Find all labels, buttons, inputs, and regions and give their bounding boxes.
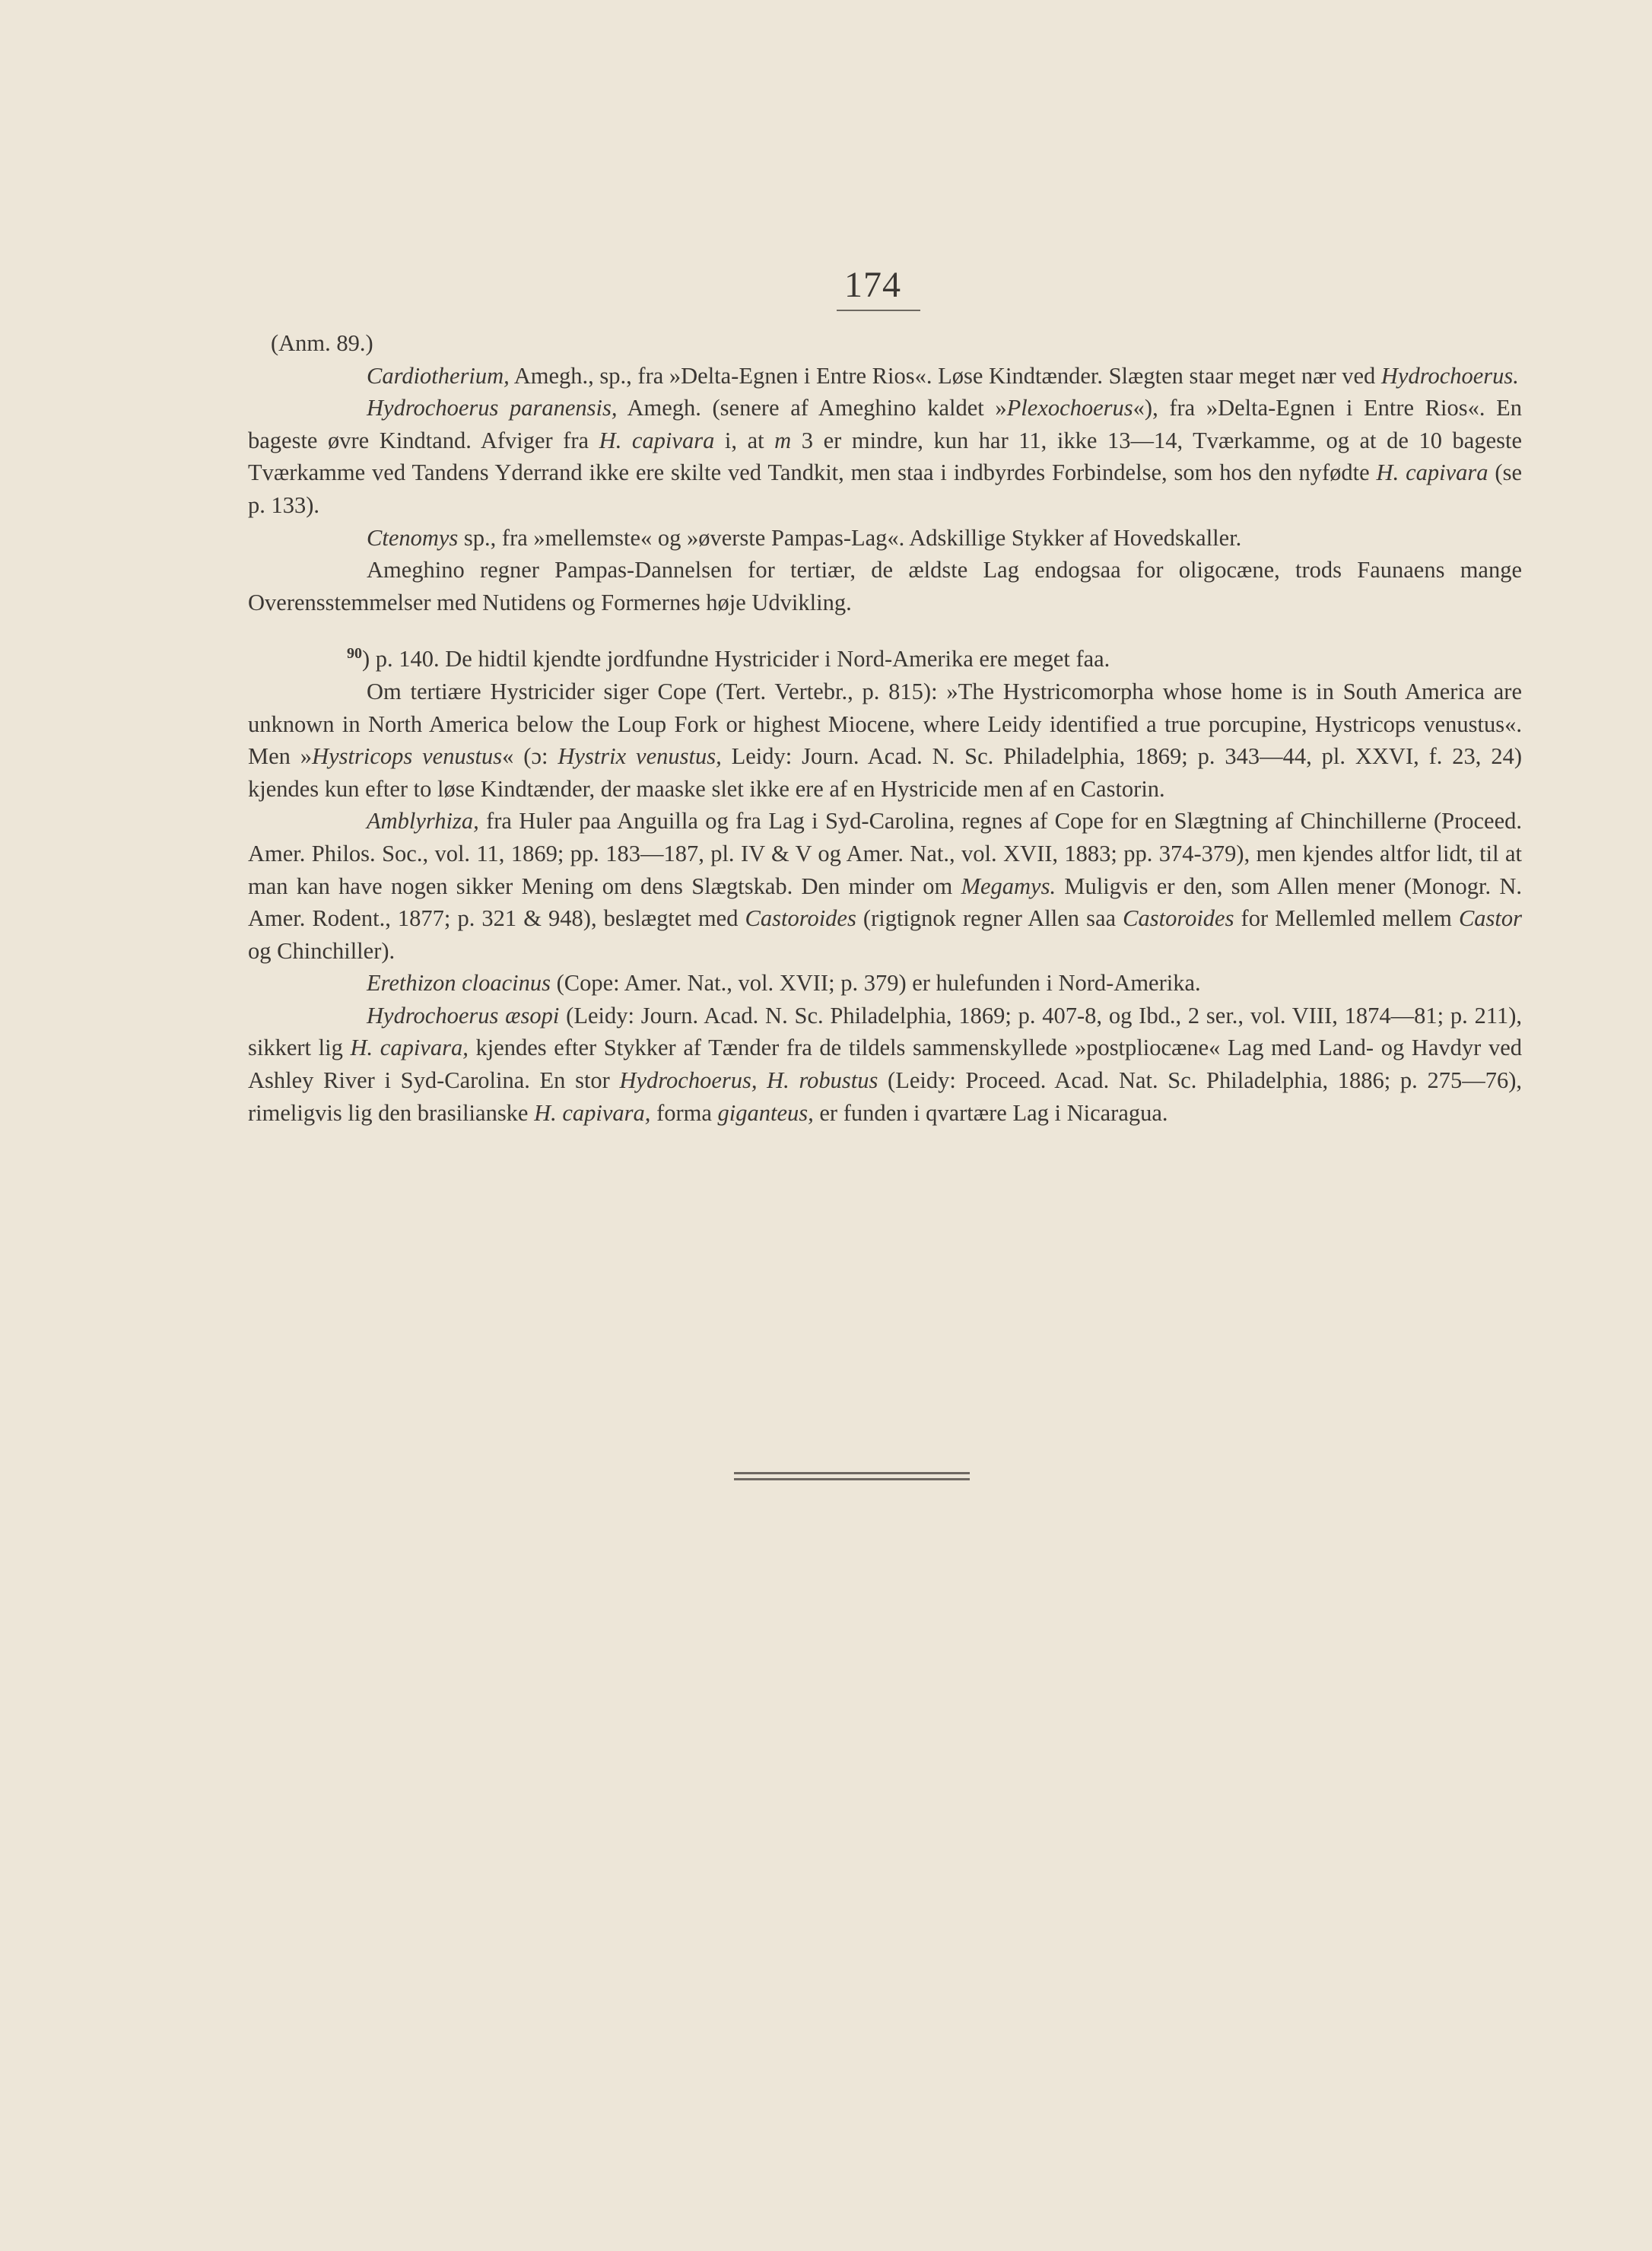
page-number-rule: [837, 310, 920, 311]
paragraph-ctenomys: Ctenomys sp., fra »mellemste« og »øverste Pampas-Lag«. Adskillige Stykker af Hovedskaller.: [367, 524, 1242, 551]
body-text: [248, 327, 1522, 1129]
end-rule-top: [734, 1472, 970, 1474]
paragraph-ameghino: Ameghino regner Pampas-Dannelsen for tertiær, de ældste Lag endogsaa for oligocæne, trods Faunaens mange Overensstemmelser med Nutidens og Formernes høje Udvikling.: [248, 557, 1522, 615]
paragraph-cope-hystricider: Om tertiære Hystricider siger Cope (Tert. Vertebr., p. 815): »The Hystricomorpha whose home is in South America are unknown in North America below the Loup Fork or highest Miocene, where Leidy identified a true porcupine, Hystricops venustus«. Men »Hystricops venustus« (ɔ: Hystrix venustus, Leidy: Journ. Acad. N. Sc. Philadelphia, 1869; p. 343—44, pl. XXVI, f. 23, 24) kjendes kun efter to løse Kindtænder, der maaske slet ikke ere af en Hystricide men af en Castorin.: [248, 678, 1522, 802]
header-note: (Anm. 89.): [271, 330, 373, 356]
paragraph-hydrochoerus-aesopi: Hydrochoerus æsopi (Leidy: Journ. Acad. N. Sc. Philadelphia, 1869; p. 407-8, og Ibd., 2 ser., vol. VIII, 1874—81; p. 211), sikkert lig H. capivara, kjendes efter Stykker af Tænder fra de tildels sammenskyllede »postpliocæne« Lag med Land- og Havdyr ved Ashley River i Syd-Carolina. En stor Hydrochoerus, H. robustus (Leidy: Proceed. Acad. Nat. Sc. Philadelphia, 1886; p. 275—76), rimeligvis lig den brasilianske H. capivara, forma giganteus, er funden i qvartære Lag i Nicaragua.: [248, 1002, 1522, 1126]
page-number: 174: [844, 265, 901, 305]
paragraph-erethizon: Erethizon cloacinus (Cope: Amer. Nat., vol. XVII; p. 379) er hulefunden i Nord-Amerika.: [367, 970, 1201, 997]
paragraph-cardiotherium: Cardiotherium, Amegh., sp., fra »Delta-Egnen i Entre Rios«. Løse Kindtænder. Slægten staar meget nær ved Hydrochoerus.: [367, 362, 1519, 389]
end-rule-bottom: [734, 1478, 970, 1480]
paragraph-hydrochoerus-paranensis: Hydrochoerus paranensis, Amegh. (senere af Ameghino kaldet »Plexochoerus«), fra »Delta-Egnen i Entre Rios«. En bageste øvre Kindtand. Afviger fra H. capivara i, at m 3 er mindre, kun har 11, ikke 13—14, Tværkamme, og at de 10 bageste Tværkamme ved Tandens Yderrand ikke ere skilte ved Tandkit, men staa i indbyrdes Forbindelse, som hos den nyfødte H. capivara (se p. 133).: [248, 395, 1522, 518]
note-90: $^{90}$) p. 140. De hidtil kjendte jordfundne Hystricider i Nord-Amerika ere meget faa.: [347, 645, 1110, 672]
paragraph-amblyrhiza: Amblyrhiza, fra Huler paa Anguilla og fra Lag i Syd-Carolina, regnes af Cope for en Slægtning af Chinchillerne (Proceed. Amer. Philos. Soc., vol. 11, 1869; pp. 183—187, pl. IV & V og Amer. Nat., vol. XVII, 1883; pp. 374-379), men kjendes altfor lidt, til at man kan have nogen sikker Mening om dens Slægtskab. Den minder om Megamys. Muligvis er den, som Allen mener (Monogr. N. Amer. Rodent., 1877; p. 321 & 948), beslægtet med Castoroides (rigtignok regner Allen saa Castoroides for Mellemled mellem Castor og Chinchiller).: [248, 808, 1522, 964]
note-number: 90: [347, 645, 362, 663]
